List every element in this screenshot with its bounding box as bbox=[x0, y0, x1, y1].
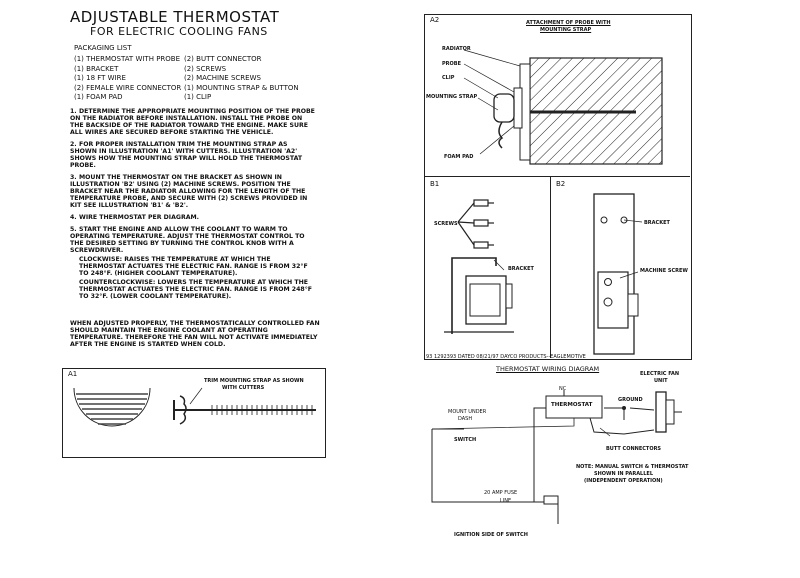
b1-label: B1 bbox=[430, 180, 440, 188]
a1-callout-2: WITH CUTTERS bbox=[222, 385, 265, 391]
dash-label: DASH bbox=[458, 416, 473, 422]
list-item: (1) FOAM PAD bbox=[74, 93, 123, 101]
b2-label: B2 bbox=[556, 180, 566, 188]
mounting-strap-label: MOUNTING STRAP bbox=[426, 94, 478, 100]
a2-caption-2: MOUNTING STRAP bbox=[540, 27, 592, 33]
wiring-note-2: SHOWN IN PARALLEL bbox=[594, 471, 654, 477]
step-1: 1. DETERMINE THE APPROPRIATE MOUNTING POSITION OF THE PROBE ON THE RADIATOR BEFORE INSTALLATION. INSTALL THE PROBE ON THE BACKSIDE OF THE RADIATOR TOWARD THE ENGINE. MAKE SURE ALL WIRES ARE SECURED BEFORE STARTING THE VEHICLE. bbox=[70, 108, 315, 136]
instruction-steps bbox=[70, 108, 315, 305]
final-note: WHEN ADJUSTED PROPERLY, THE THERMOSTATICALLY CONTROLLED FAN SHOULD MAINTAIN THE ENGINE COOLANT AT OPERATING TEMPERATURE. THEREFORE THE FAN WILL NOT ACTIVATE IMMEDIATELY AFTER THE ENGINE IS STARTED WHEN COLD. bbox=[70, 320, 320, 348]
radiator-label: RADIATOR bbox=[442, 46, 471, 52]
butt-connectors-label: BUTT CONNECTORS bbox=[606, 446, 662, 452]
machine-screw-label: MACHINE SCREW bbox=[640, 268, 688, 274]
a2-caption: ATTACHMENT OF PROBE WITH bbox=[526, 20, 611, 26]
electric-fan-label: ELECTRIC FAN bbox=[640, 371, 680, 377]
step-2: 2. FOR PROPER INSTALLATION TRIM THE MOUNTING STRAP AS SHOWN IN ILLUSTRATION 'A1' WITH CUTTERS. ILLUSTRATION 'A2' SHOWS HOW THE MOUNTING STRAP WILL HOLD THE THERMOSTAT PROBE. bbox=[70, 141, 303, 169]
document-subtitle: FOR ELECTRIC COOLING FANS bbox=[90, 25, 268, 38]
fuse-label: 20 AMP FUSE bbox=[484, 490, 518, 496]
counterclockwise-note: COUNTERCLOCKWISE: LOWERS THE TEMPERATURE AT WHICH THE THERMOSTAT ACTUATES THE ELECTRIC FAN. RANGE IS FROM 248°F TO 32°F. (LOWER COOLANT TEMPERATURE). bbox=[79, 279, 313, 300]
step-4: 4. WIRE THERMOSTAT PER DIAGRAM. bbox=[70, 214, 200, 221]
step-3: 3. MOUNT THE THERMOSTAT ON THE BRACKET AS SHOWN IN ILLUSTRATION 'B2' USING (2) MACHINE SCREWS. POSITION THE BRACKET NEAR THE RADIATOR ALLOWING FOR THE LENGTH OF THE TEMPERATURE PROBE, AND SECURE WITH (2) SCREWS PROVIDED IN KIT SEE ILLUSTRATION 'B1' & 'B2'. bbox=[70, 174, 308, 209]
list-item: (1) THERMOSTAT WITH PROBE bbox=[74, 55, 181, 63]
nc-label: NC bbox=[559, 386, 567, 392]
probe-label: PROBE bbox=[442, 61, 461, 67]
list-item: (1) BRACKET bbox=[74, 64, 119, 73]
list-item: (1) 18 FT WIRE bbox=[74, 74, 126, 82]
list-item: (2) FEMALE WIRE CONNECTOR bbox=[74, 83, 182, 92]
list-item: (2) SCREWS bbox=[184, 64, 227, 73]
list-item: (1) CLIP bbox=[184, 93, 212, 101]
ignition-label: IGNITION SIDE OF SWITCH bbox=[454, 532, 528, 538]
wiring-drawing bbox=[424, 374, 690, 539]
foam-pad-label: FOAM PAD bbox=[444, 154, 474, 160]
list-item: (2) MACHINE SCREWS bbox=[184, 74, 261, 82]
a2-label: A2 bbox=[430, 16, 440, 24]
wiring-note-3: (INDEPENDENT OPERATION) bbox=[584, 478, 663, 484]
clockwise-note: CLOCKWISE: RAISES THE TEMPERATURE AT WHICH THE THERMOSTAT ACTUATES THE ELECTRIC FAN. RANGE IS FROM 32°F TO 248°F. (HIGHER COOLANT TEMPERATURE). bbox=[79, 256, 308, 277]
packaging-heading: PACKAGING LIST bbox=[74, 44, 132, 52]
list-item: (1) MOUNTING STRAP & BUTTON bbox=[184, 83, 299, 92]
clip-label: CLIP bbox=[442, 75, 455, 81]
fuse-unit-label: LINE bbox=[500, 498, 512, 504]
thermostat-label: THERMOSTAT bbox=[551, 402, 593, 408]
footer-line: 93 1292393 DATED 08/21/97 DAYCO PRODUCTS--EAGLEMOTIVE bbox=[426, 354, 586, 360]
unit-label: UNIT bbox=[654, 378, 668, 384]
b2-drawing bbox=[550, 176, 690, 358]
document-title: ADJUSTABLE THERMOSTAT bbox=[70, 8, 280, 26]
bracket-label: BRACKET bbox=[508, 266, 534, 272]
switch-label: SWITCH bbox=[454, 437, 477, 443]
list-item: (2) BUTT CONNECTOR bbox=[184, 55, 262, 63]
a1-callout: TRIM MOUNTING STRAP AS SHOWN bbox=[204, 378, 304, 384]
a1-label: A1 bbox=[68, 370, 78, 378]
screws-label: SCREWS bbox=[434, 221, 458, 227]
packaging-list-left bbox=[74, 55, 181, 103]
ground-label: GROUND bbox=[618, 397, 643, 403]
packaging-list-right bbox=[184, 55, 299, 103]
wiring-note: NOTE: MANUAL SWITCH & THERMOSTAT bbox=[576, 464, 689, 470]
mount-under-label: MOUNT UNDER bbox=[448, 409, 487, 415]
b2-bracket-label: BRACKET bbox=[644, 220, 670, 226]
wiring-title: THERMOSTAT WIRING DIAGRAM bbox=[496, 365, 600, 373]
step-5: 5. START THE ENGINE AND ALLOW THE COOLANT TO WARM TO OPERATING TEMPERATURE. ADJUST THE THERMOSTAT CONTROL TO THE DESIRED SETTING BY TURNING THE CONTROL KNOB WITH A SCREWDRIVER. CLOCKWISE: RAISES THE TEMPERATURE AT WHICH THE THERMOSTAT ACTUATES THE ELECTRIC FAN. RANGE IS FROM 32°F TO 248°F. (HIGHER COOLANT TEMPERATURE). COUNTERCLOCKWISE: LOWERS THE TEMPERATURE AT WHICH THE THERMOSTAT ACTUATES THE ELECTRIC FAN. RANGE IS FROM 248°F TO 32°F. (LOWER COOLANT TEMPERATURE). bbox=[70, 226, 315, 300]
